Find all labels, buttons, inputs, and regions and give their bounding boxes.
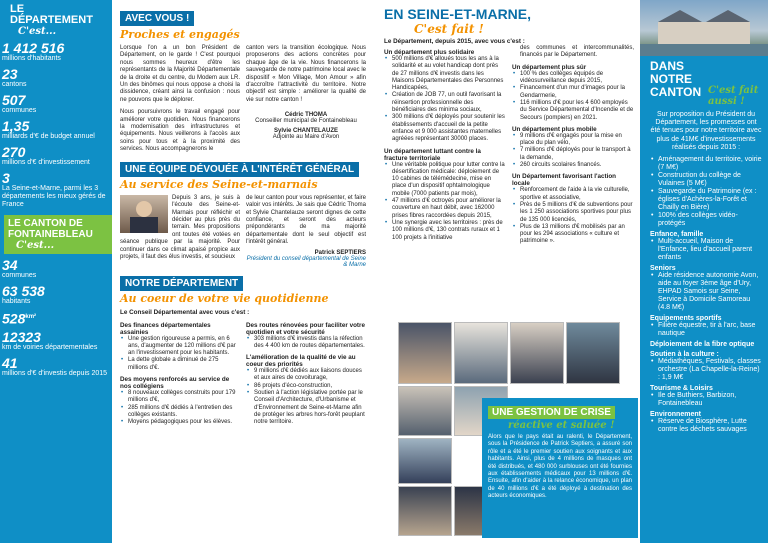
list-item: • 7 millions d'€ déployés pour le transport à la demande, xyxy=(512,147,634,162)
stat-block xyxy=(0,171,112,209)
list-item: • Multi-accueil, Maison de l'Enfance, lieu d'accueil parent enfants xyxy=(650,238,762,262)
stat-number xyxy=(2,171,110,185)
stat-label: millions d'€ d'investis depuis 2015 xyxy=(2,369,108,377)
canton-column xyxy=(640,0,768,543)
stat-number xyxy=(2,258,110,272)
chateau-photo xyxy=(640,0,768,56)
list-item: • Une véritable politique pour lutter contre la désertification médicale: déploiement de 10 cabines de télémédecine, mise en place d'un dispositif ophtalmologique mobile (7000 patients par mois), xyxy=(384,162,506,198)
notre-dep-header: NOTRE DÉPARTEMENT xyxy=(120,276,243,291)
stat-number xyxy=(2,330,110,344)
stat-value: 1,35 xyxy=(2,118,30,134)
photo-4 xyxy=(566,322,620,384)
sur-title: Un département plus sûr xyxy=(512,63,587,71)
stat-block xyxy=(0,67,112,89)
list-item: • Renforcement de l'aide à la vie culturelle, sportive et associative, xyxy=(512,187,634,202)
list-item: • 116 millions d'€ pour les 4 600 employés du Service Départemental d'Incendie et de Secours (pompiers) en 2021. xyxy=(512,100,634,122)
photo-1 xyxy=(398,322,452,384)
signature-thoma-role: Conseiller municipal de Fontainebleau xyxy=(255,118,357,125)
locale-list xyxy=(512,187,634,245)
stat-label: cantons xyxy=(2,81,27,88)
canton-group-title: Seniors xyxy=(650,265,676,273)
list-item: • Création de JOB 77, un outil favorisant la réinsertion professionnelle des bénéficiaires des minima sociaux, xyxy=(384,92,506,114)
notre-dep-intro: Le Conseil Départemental avec vous c'est : xyxy=(120,308,250,316)
stat-label: millions d'€ d'investissement xyxy=(2,159,90,166)
list-item: • 303 millions d'€ investis dans la réfection des 4 400 km de routes départementales. xyxy=(246,336,366,351)
list-item: • 8 nouveaux collèges construits pour 179 millions d'€, xyxy=(120,390,240,405)
canton-col-title: DANS NOTRE CANTON xyxy=(650,59,702,99)
canton-group-list xyxy=(650,358,762,382)
stat-number xyxy=(2,284,110,298)
avec-vous-column xyxy=(112,0,374,543)
stat-number xyxy=(2,356,110,370)
sem-cest: C'est fait ! xyxy=(414,22,484,36)
list-item: • 285 millions d'€ dédiés à l'entretien des collèges existants. xyxy=(120,405,240,420)
avec-left-text: Lorsque l'on a un bon Président de Département, on le garde ! C'est pourquoi nous sommes heureux d'être les représentants de la Majorité Départementale de la droite et du centre, du Modem aux LR. Un des binômes qui nous oppose a choisi la dissidence, créant ainsi la confusion : nous ne pouvons que le déplorer. xyxy=(120,45,240,103)
solidaire-list xyxy=(384,56,506,144)
crise-box xyxy=(482,398,638,538)
canton-box xyxy=(4,215,112,254)
mobile-list xyxy=(512,133,634,169)
canton-col-list xyxy=(650,156,762,228)
signature-septiers-role: Président du conseil départemental de Seine & Marne xyxy=(246,255,366,268)
list-item: • 9 millions d'€ engagés pour la mise en place du plan vélo, xyxy=(512,133,634,148)
department-title: LE DÉPARTEMENT xyxy=(10,3,93,26)
photo-3 xyxy=(510,322,564,384)
sem-intro: Le Département, depuis 2015, avec vous c'est : xyxy=(384,38,525,45)
stat-number xyxy=(2,145,110,159)
canton-group-title: Enfance, famille xyxy=(650,231,704,239)
list-item: • Filière équestre, tir à l'arc, base nautique xyxy=(650,322,762,338)
stat-block xyxy=(0,258,112,280)
notre-dep-tagline: Au coeur de votre vie quotidienne xyxy=(120,291,329,305)
crise-tagline: réactive et saluée ! xyxy=(508,420,615,431)
list-item: • Aménagement du territoire, voirie (7 M€) xyxy=(650,156,762,172)
amelioration-list xyxy=(246,368,366,426)
canton-group-title: Déploiement de la fibre optique xyxy=(650,341,755,349)
stat-number xyxy=(2,310,110,326)
finances-title: Des finances départementales assainies xyxy=(120,321,211,336)
solidaire-title: Un département plus solidaire xyxy=(384,49,475,56)
stat-value: 1 412 516 xyxy=(2,40,65,56)
stat-value: 507 xyxy=(2,92,26,108)
fracture-continued: des communes et intercommunalités, financés par le Département. xyxy=(520,45,634,59)
stat-block xyxy=(0,330,112,352)
canton-group-list xyxy=(650,418,762,434)
stat-label: communes xyxy=(2,107,37,114)
list-item: • Aide résidence autonomie Avon, aide au foyer 3ème âge d'Ury, EHPAD Samois sur Seine, Service à Domicile Samoreau (4.8 M€) xyxy=(650,272,762,312)
list-item: • 47 millions d'€ octroyés pour améliorer la couverture en haut débit, avec 162000 prises fibres raccordées depuis 2015, xyxy=(384,198,506,220)
finances-list xyxy=(120,336,240,372)
seine-et-marne-column xyxy=(378,0,640,543)
stat-number xyxy=(2,41,110,55)
equipe-header: UNE ÉQUIPE DÉVOUÉE À L'INTÉRÊT GÉNÉRAL xyxy=(120,162,359,177)
stat-value: 34 xyxy=(2,257,18,273)
list-item: • 86 projets d'éco-construction, xyxy=(246,383,366,390)
avec-right-text: canton vers la transition écologique. Nous proposerons des actions concrètes pour chaque âge de la vie. Nous financerons la sauvegarde de notre patrimoine local avec le dispositif « Mon Village, Mon Amour » afin d'accroître l'attractivité du territoire. Notre objectif est simple : améliorer la qualité de vie sur notre canton ! xyxy=(246,45,366,103)
canton-group-list xyxy=(650,272,762,312)
canton-col-intro: Sur proposition du Président du Département, les promesses ont été tenues pour notre territoire avec plus de 41M€ d'investissements réalisés depuis 2015 : xyxy=(650,111,762,151)
locale-title: Un Département favorisant l'action locale xyxy=(512,173,617,188)
canton-group-title: Soutien à la culture : xyxy=(650,351,719,359)
canton-group-list xyxy=(650,322,762,338)
chateau-illustration xyxy=(640,0,768,56)
crise-header: UNE GESTION DE CRISE xyxy=(488,406,615,419)
stat-label: millions d'habitants xyxy=(2,55,61,62)
stat-value: 41 xyxy=(2,354,18,371)
canton-col-cest: C'est fait aussi ! xyxy=(708,85,759,107)
list-item: • Sauvegarde du Patrimoine (ex : églises d'Achères-la-Forêt et Chailly en Bière) xyxy=(650,188,762,212)
list-item: • Construction du collège de Vulaines (5 M€) xyxy=(650,172,762,188)
list-item: • Médiathèques, Festivals, classes orchestre (La Chapelle-la-Reine) : 1,9 M€ xyxy=(650,358,762,382)
photo-8 xyxy=(398,486,452,536)
stat-number xyxy=(2,119,110,133)
stat-block xyxy=(0,356,112,378)
stat-label: milliards d'€ de budget annuel xyxy=(2,133,95,140)
canton-cest: C'est... xyxy=(16,240,55,251)
list-item: • 100% des collèges vidéo-protégés xyxy=(650,212,762,228)
sem-title: EN SEINE-ET-MARNE, xyxy=(384,6,532,22)
equipe-right-text: de leur canton pour vous représenter, et faire valoir vos intérêts. Je sais que Cédric Thoma et Sylvie Chantelauze seront dignes de cette confiance, et seront des acteurs prépondérants de ma majorité départementale dont le seul objectif est l'intérêt général. xyxy=(246,194,366,246)
mobile-title: Un département plus mobile xyxy=(512,125,597,133)
routes-list xyxy=(246,336,366,351)
signature-septiers-name: Patrick SEPTIERS xyxy=(314,249,366,256)
signature-chantelauze-name: Sylvie CHANTELAUZE xyxy=(273,128,338,135)
photo-5 xyxy=(398,386,452,436)
list-item: • Soutien à l'action législative portée par le Conseil d'Architecture, d'Urbanisme et d'Environnement de Seine-et-Marne afin de protéger les arbres hors-forêt peuplant notre territoire. xyxy=(246,390,366,426)
list-item: • Une gestion rigoureuse a permis, en 6 ans, d'augmenter de 120 millions d'€ par an l'investissement pour les habitants. xyxy=(120,336,240,358)
avec-vous-header: AVEC VOUS ! xyxy=(120,11,194,26)
photo-2 xyxy=(454,322,508,384)
list-item: • Moyens pédagogiques pour les élèves. xyxy=(120,419,240,426)
fracture-list xyxy=(384,162,506,242)
list-item: • Près de 5 millions d'€ de subventions pour les 1 250 associations sportives pour plus de 135 000 licenciés, xyxy=(512,202,634,224)
stat-block xyxy=(0,119,112,141)
avec-left-text-2: Nous poursuivrons le travail engagé pour améliorer votre quotidien. Nous financerons la modernisation des infrastructures et équipements. Nous veillerons à l'accès aux soins pour tous et à la proximité des services. Nous accompagnerons le xyxy=(120,109,240,153)
list-item: • Financement d'un mur d'images pour la Gendarmerie, xyxy=(512,85,634,100)
stat-number xyxy=(2,93,110,107)
equipe-left-text: Depuis 3 ans, je suis à l'écoute des Seine-et-Marnais pour réfléchir et décider au plus près du terrain. Mes propositions ont toutes été votées en séance publique par la majorité. Pour continuer dans ce climat apaisé propice aux projets, il faut des élus investis, et soucieux xyxy=(120,194,240,260)
list-item: • 260 circuits scolaires financés. xyxy=(512,162,634,169)
stat-label: km de voiries départementales xyxy=(2,343,98,351)
list-item: • 9 millions d'€ dédiés aux liaisons douces et aux aires de covoiturage, xyxy=(246,368,366,383)
list-item: • 100 % des collèges équipés de vidéosurveillance depuis 2015, xyxy=(512,71,634,86)
list-item: • Une synergie avec les territoires : près de 100 millions d'€, 130 contrats ruraux et 1 100 projets à l'initiative xyxy=(384,220,506,242)
signature-thoma-name: Cédric THOMA xyxy=(284,112,328,119)
moyens-list xyxy=(120,390,240,426)
stat-value: 528 xyxy=(2,310,26,327)
canton-group-title: Tourisme & Loisirs xyxy=(650,385,713,393)
canton-group-list xyxy=(650,238,762,262)
sur-list xyxy=(512,71,634,122)
signature-chantelauze-role: Adjointe au Maire d'Avon xyxy=(272,134,340,141)
stat-label: habitants xyxy=(2,298,31,305)
amelioration-title: L'amélioration de la qualité de vie au coeur des priorités xyxy=(246,354,356,369)
stat-value: 23 xyxy=(2,66,18,82)
stat-label: La Seine-et-Marne, parmi les 3 départements les mieux gérés de France xyxy=(2,185,106,208)
stat-unit: km² xyxy=(25,314,37,320)
list-item: • 300 millions d'€ déployés pour soutenir les établissements d'accueil de la petite enfance et 9 000 assistantes maternelles agréées représentant 30000 places. xyxy=(384,114,506,143)
stat-value: 270 xyxy=(2,144,26,160)
list-item: • 500 millions d'€ alloués tous les ans à la solidarité et au volet handicap dont près de 27 millions d'€ investis dans les Maisons Départementales des Personnes Handicapées, xyxy=(384,56,506,92)
canton-group-title: Environnement xyxy=(650,411,701,419)
stat-block xyxy=(0,93,112,115)
stat-value: 63 538 xyxy=(2,283,45,299)
stat-label: communes xyxy=(2,272,37,279)
stat-block xyxy=(0,284,112,306)
moyens-title: Des moyens renforcés au service de nos collégiens xyxy=(120,376,230,391)
canton-group-list xyxy=(650,392,762,408)
photo-7 xyxy=(398,438,452,484)
canton-title: LE CANTON DE FONTAINEBLEAU xyxy=(8,218,93,240)
list-item: • La dette globale a diminué de 275 millions d'€. xyxy=(120,357,240,372)
portrait-figure xyxy=(120,195,168,233)
left-stats-column xyxy=(0,0,112,543)
routes-title: Des routes rénovées pour faciliter votre quotidien et votre sécurité xyxy=(246,321,365,336)
avec-vous-tagline: Proches et engagés xyxy=(120,28,240,41)
stat-number xyxy=(2,67,110,81)
stat-value: 12323 xyxy=(2,328,41,345)
department-cest: C'est... xyxy=(18,26,57,37)
list-item: • Plus de 13 millions d'€ mobilisés par an pour les 294 associations « culture et patrimoine ». xyxy=(512,224,634,246)
canton-group-title: Equipements sportifs xyxy=(650,315,722,323)
equipe-tagline: Au service des Seine-et-marnais xyxy=(120,177,318,191)
stat-value: 3 xyxy=(2,170,10,186)
stat-block xyxy=(0,310,112,326)
stat-block xyxy=(0,145,112,167)
list-item: • Réserve de Biosphère, Lutte contre les déchets sauvages xyxy=(650,418,762,434)
stat-block xyxy=(0,41,112,63)
crise-text: Alors que le pays était au ralenti, le Département, sous la Présidence de Patrick Septiers, a assuré son rôle et a été le premier soutien aux soignants et aux habitants. Ainsi, plus de 4 millions de masques ont été distribués, et 480 000 surblouses ont été fournies aux établissements médicaux pour 13 millions d'€. Ensuite, afin d'aider à la relance économique, un plan de 40 millions d'€ a été déployé à destination des acteurs économiques. xyxy=(488,434,632,500)
list-item: • Ile de Buthiers, Barbizon, Fontainebleau xyxy=(650,392,762,408)
fracture-title: Un département luttant contre la fracture territoriale xyxy=(384,147,481,162)
president-portrait xyxy=(120,195,168,233)
